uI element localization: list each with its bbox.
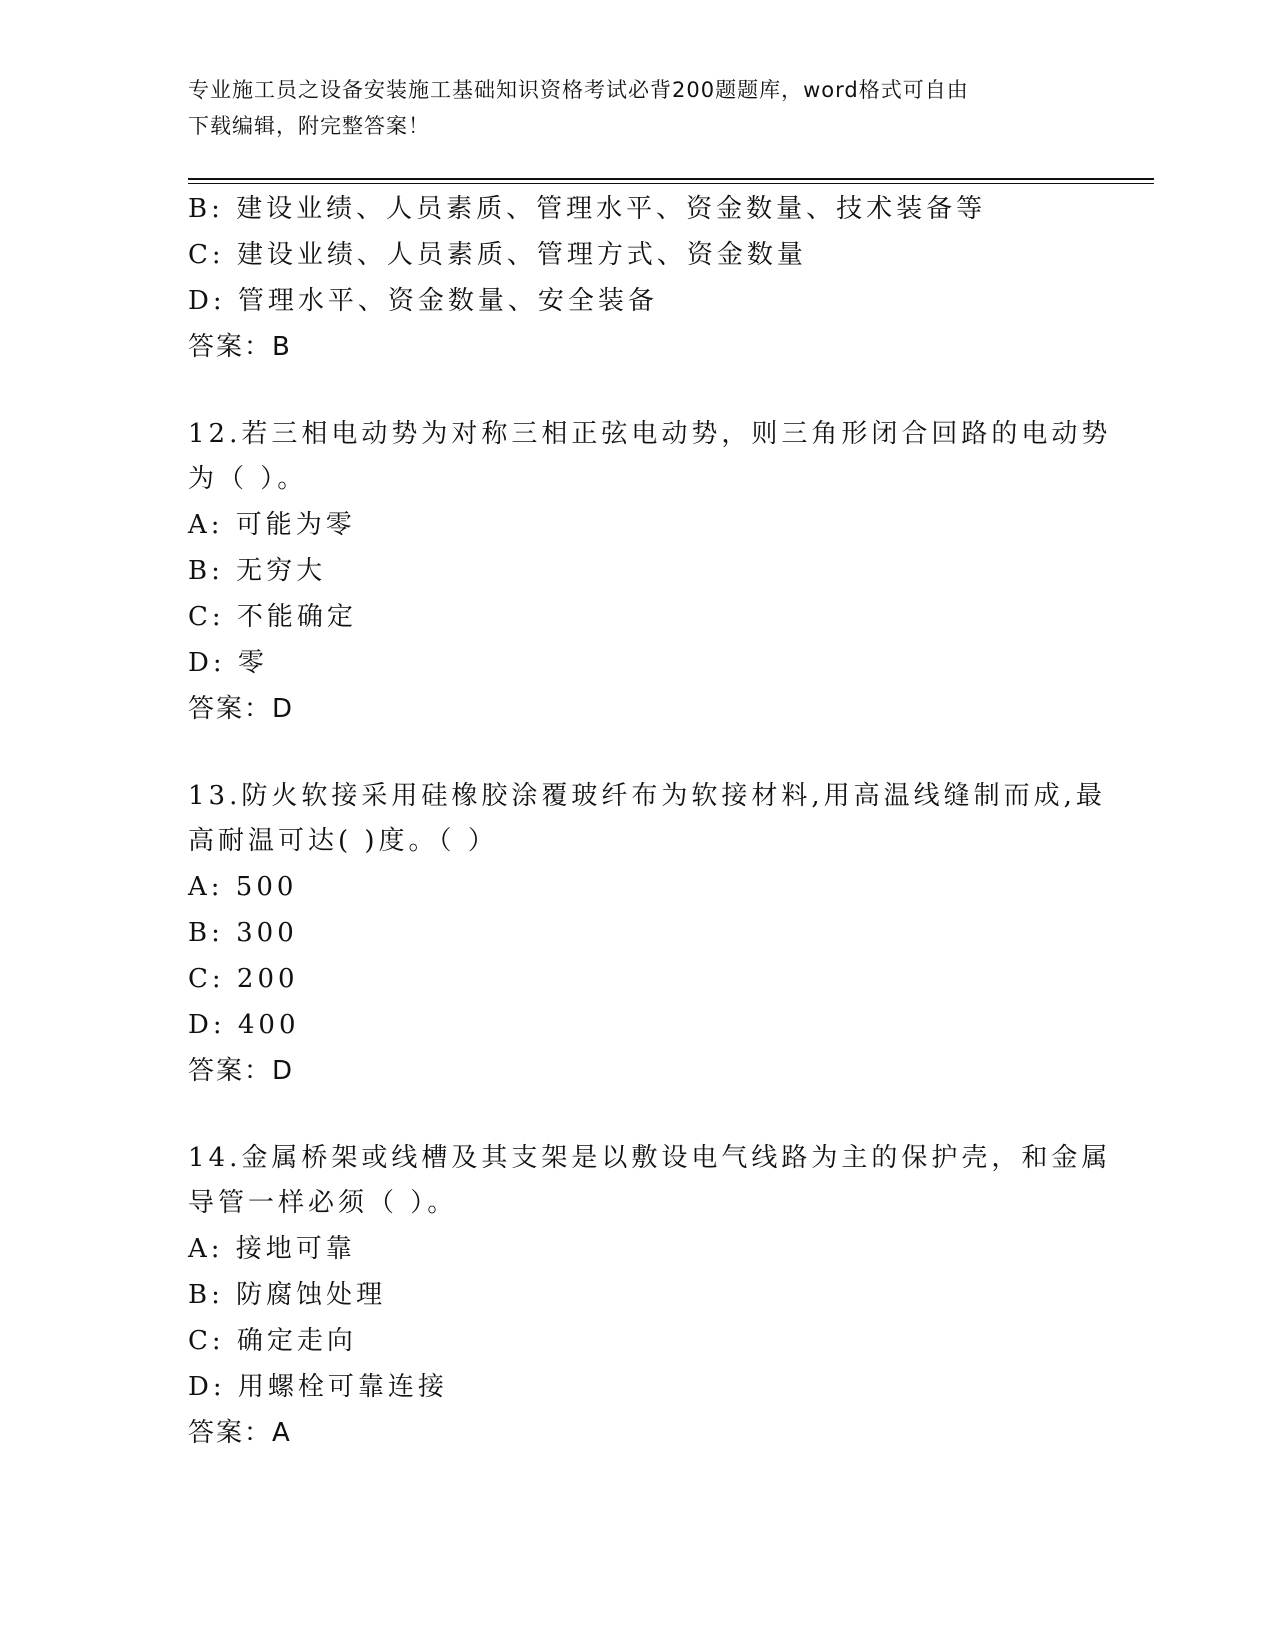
option-d: D: 400	[188, 1010, 300, 1040]
question-content	[188, 186, 1112, 1456]
header-rule-thick	[188, 178, 1154, 180]
answer: 答案：B	[188, 332, 292, 362]
option-c: C: 200	[188, 964, 299, 994]
spacer	[188, 732, 1088, 774]
option-b: B: 防腐蚀处理	[188, 1280, 387, 1310]
question-11-continued	[188, 186, 1088, 370]
question-12	[188, 412, 1112, 732]
question-stem-line-2: 为（ ）。	[188, 464, 308, 494]
option-c: C: 不能确定	[188, 602, 357, 632]
option-d: D: 零	[188, 648, 268, 678]
header-line-1: 专业施工员之设备安装施工基础知识资格考试必背200题题库，word格式可自由	[188, 78, 969, 102]
option-a: A: 可能为零	[188, 510, 356, 540]
option-b: B: 300	[188, 918, 298, 948]
answer: 答案：D	[188, 1056, 295, 1086]
option-d: D: 管理水平、资金数量、安全装备	[188, 286, 658, 316]
option-c: C: 确定走向	[188, 1326, 357, 1356]
question-14	[188, 1136, 1112, 1456]
option-a: A: 接地可靠	[188, 1234, 356, 1264]
question-13	[188, 774, 1106, 1094]
question-stem-line-1: 14.金属桥架或线槽及其支架是以敷设电气线路为主的保护壳，和金属	[188, 1143, 1112, 1173]
question-stem-line-2: 高耐温可达( )度。（ ）	[188, 826, 498, 856]
question-stem-line-1: 12.若三相电动势为对称三相正弦电动势，则三角形闭合回路的电动势	[188, 419, 1112, 449]
option-b: B: 建设业绩、人员素质、管理水平、资金数量、技术装备等	[188, 194, 987, 224]
spacer	[188, 370, 1088, 412]
option-d: D: 用螺栓可靠连接	[188, 1372, 448, 1402]
spacer	[188, 1094, 1088, 1136]
answer: 答案：D	[188, 694, 295, 724]
option-c: C: 建设业绩、人员素质、管理方式、资金数量	[188, 240, 807, 270]
question-stem-line-1: 13.防火软接采用硅橡胶涂覆玻纤布为软接材料,用高温线缝制而成,最	[188, 781, 1106, 811]
answer: 答案：A	[188, 1418, 292, 1448]
header-rule-thin	[188, 183, 1154, 184]
question-stem-line-2: 导管一样必须（ ）。	[188, 1188, 458, 1218]
header-line-2: 下载编辑，附完整答案！	[188, 114, 430, 138]
option-b: B: 无穷大	[188, 556, 327, 586]
option-a: A: 500	[188, 872, 298, 902]
document-header	[188, 72, 1088, 144]
